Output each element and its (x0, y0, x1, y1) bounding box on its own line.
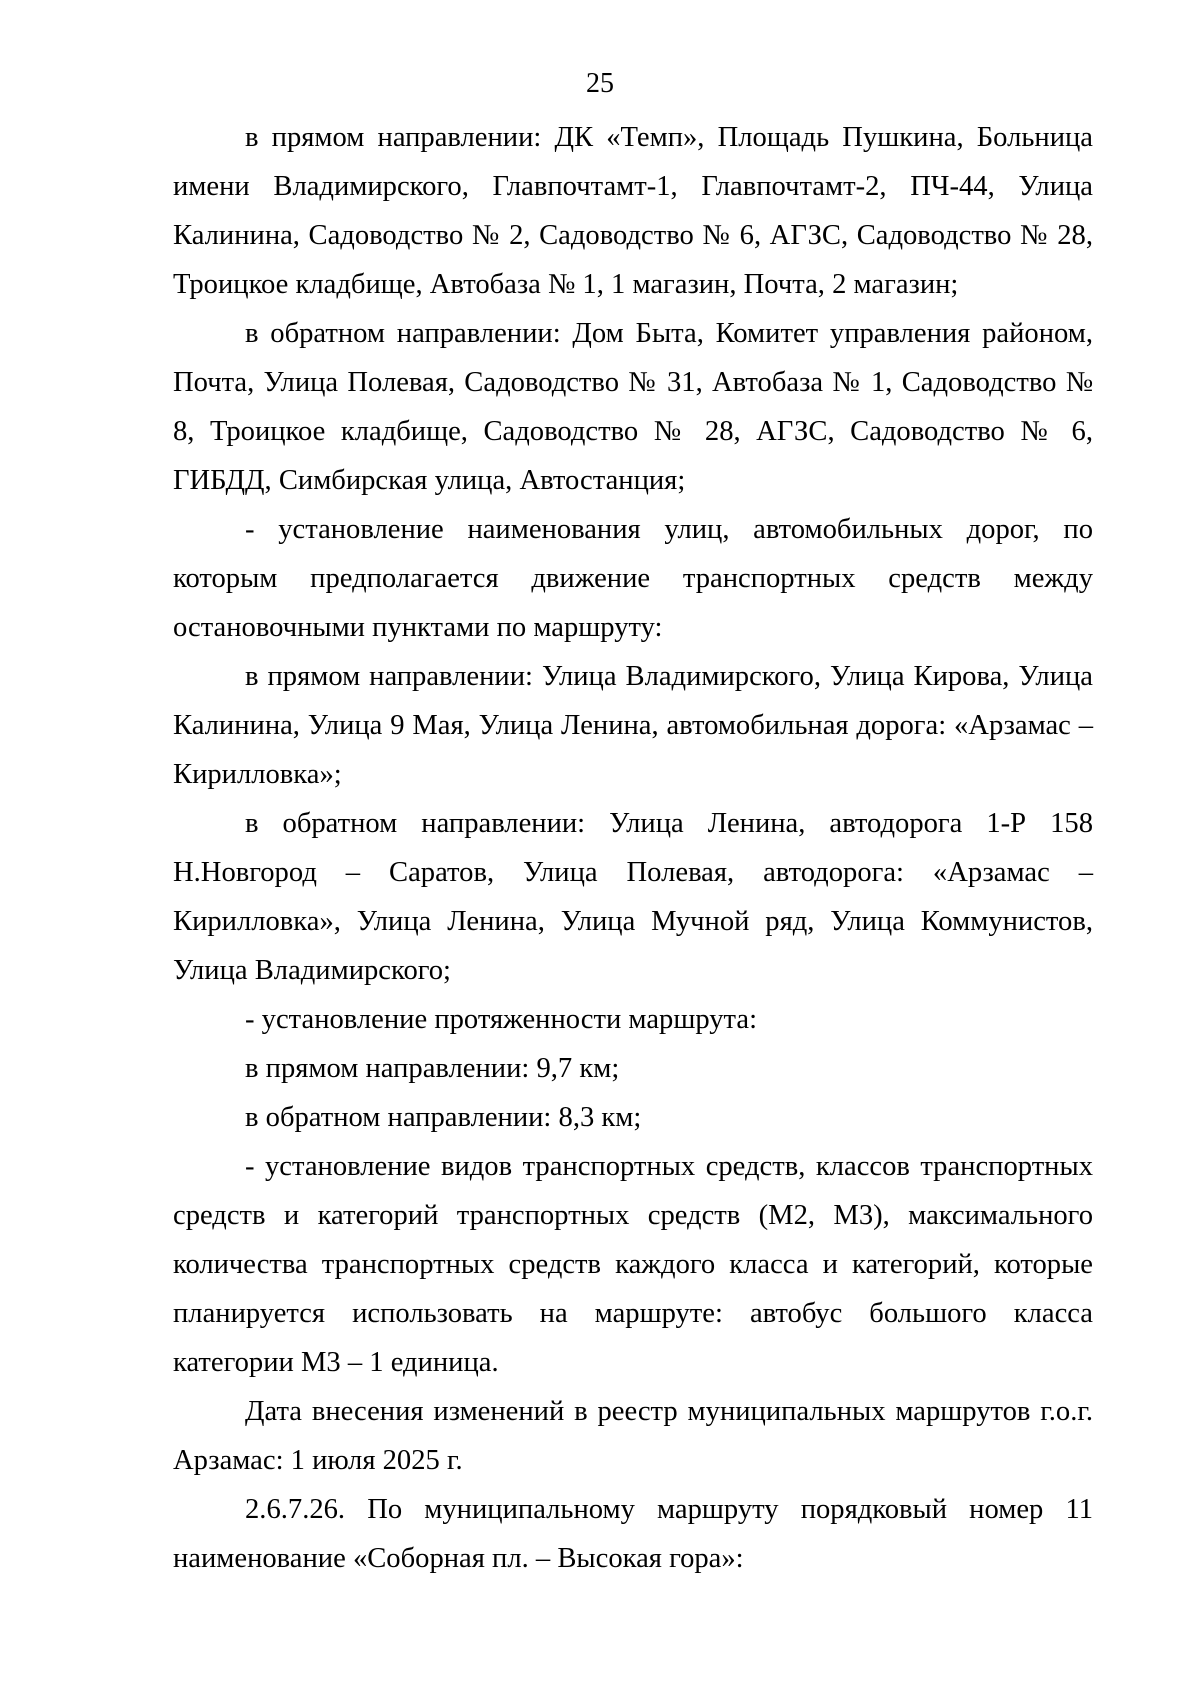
paragraph-vehicle-types: - установление видов транспортных средств, классов транспортных средств и категорий транспортных средств (М2, М3), максимального количества транспортных средств каждого класса и категорий, которые планируется использовать на маршруте: автобус большого класса категории М3 – 1 единица. (173, 1151, 1093, 1378)
paragraph-forward-stops: в прямом направлении: ДК «Темп», Площадь Пушкина, Больница имени Владимирского, Главпочтамт-1, Главпочтамт-2, ПЧ-44, Улица Калинина, Садоводство № 2, Садоводство № 6, АГЗС, Садоводство № 28, Троицкое кладбище, Автобаза № 1, 1 магазин, Почта, 2 магазин; (173, 122, 1093, 300)
paragraph-length-heading: - установление протяженности маршрута: (245, 1004, 758, 1035)
paragraph-reverse-stops: в обратном направлении: Дом Быта, Комитет управления районом, Почта, Улица Полевая, Садоводство № 31, Автобаза № 1, Садоводство № 8, Троицкое кладбище, Садоводство № 28, АГЗС, Садоводство № 6, ГИБДД, Симбирская улица, Автостанция; (173, 318, 1093, 496)
page-number: 25 (586, 68, 614, 99)
paragraph-forward-length: в прямом направлении: 9,7 км; (245, 1053, 620, 1084)
paragraph-streets-heading: - установление наименования улиц, автомобильных дорог, по которым предполагается движение транспортных средств между остановочными пунктами по маршруту: (173, 514, 1093, 643)
paragraph-forward-streets: в прямом направлении: Улица Владимирского, Улица Кирова, Улица Калинина, Улица 9 Мая, Улица Ленина, автомобильная дорога: «Арзамас – Кирилловка»; (173, 661, 1093, 790)
paragraph-registry-date: Дата внесения изменений в реестр муниципальных маршрутов г.о.г. Арзамас: 1 июля 2025 г. (173, 1396, 1093, 1476)
paragraph-route-11-heading: 2.6.7.26. По муниципальному маршруту порядковый номер 11 наименование «Соборная пл. – Высокая гора»: (173, 1494, 1093, 1574)
document-body (173, 113, 1093, 1583)
paragraph-reverse-length: в обратном направлении: 8,3 км; (245, 1102, 642, 1133)
paragraph-reverse-streets: в обратном направлении: Улица Ленина, автодорога 1-Р 158 Н.Новгород – Саратов, Улица Полевая, автодорога: «Арзамас – Кирилловка», Улица Ленина, Улица Мучной ряд, Улица Коммунистов, Улица Владимирского; (173, 808, 1093, 986)
